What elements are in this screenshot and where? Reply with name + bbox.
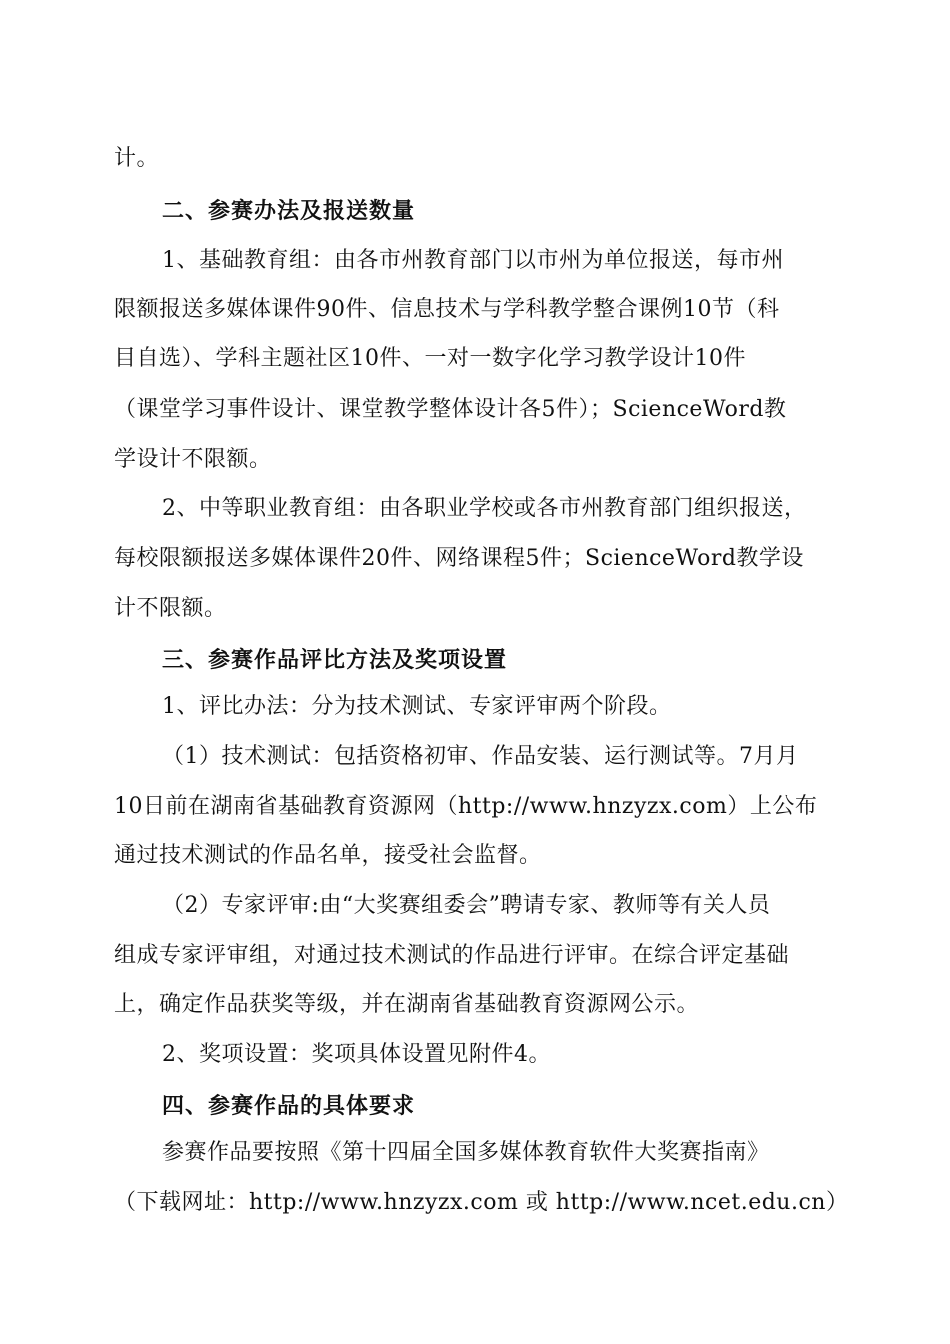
paragraph-line: 2、中等职业教育组：由各职业学校或各市州教育部门组织报送，: [162, 496, 807, 521]
paragraph-line: 10日前在湖南省基础教育资源网（http://www.hnzyzx.com）上公布: [114, 794, 818, 819]
section-heading-3: 三、参赛作品评比方法及奖项设置: [162, 648, 508, 673]
paragraph-line: 限额报送多媒体课件90件、信息技术与学科教学整合课例10节（科: [114, 297, 780, 322]
paragraph-line: 通过技术测试的作品名单，接受社会监督。: [114, 843, 542, 868]
paragraph-line: 上，确定作品获奖等级，并在湖南省基础教育资源网公示。: [114, 992, 700, 1017]
paragraph-line: （课堂学习事件设计、课堂教学整体设计各5件）；ScienceWord教: [114, 397, 787, 422]
paragraph-line: 参赛作品要按照《第十四届全国多媒体教育软件大奖赛指南》: [162, 1140, 770, 1165]
paragraph-line: 每校限额报送多媒体课件20件、网络课程5件；ScienceWord教学设: [114, 546, 804, 571]
paragraph-line: 学设计不限额。: [114, 447, 272, 472]
paragraph-line: 计不限额。: [114, 596, 227, 621]
paragraph-line: （1）技术测试：包括资格初审、作品安装、运行测试等。7月月: [162, 744, 799, 769]
paragraph-line: 组成专家评审组，对通过技术测试的作品进行评审。在综合评定基础: [114, 943, 790, 968]
paragraph-line: 1、评比办法：分为技术测试、专家评审两个阶段。: [162, 694, 672, 719]
section-heading-2: 二、参赛办法及报送数量: [162, 199, 416, 224]
paragraph-continuation: 计。: [114, 146, 160, 171]
paragraph-line: 目自选）、学科主题社区10件、一对一数字化学习教学设计10件: [114, 346, 746, 371]
paragraph-line: 1、基础教育组：由各市州教育部门以市州为单位报送，每市州: [162, 248, 784, 273]
section-heading-4: 四、参赛作品的具体要求: [162, 1094, 416, 1119]
paragraph-line: 2、奖项设置：奖项具体设置见附件4。: [162, 1042, 551, 1067]
paragraph-line: （2）专家评审:由“大奖赛组委会”聘请专家、教师等有关人员: [162, 893, 771, 918]
paragraph-line: （下载网址：http://www.hnzyzx.com 或 http://www.ncet.edu.cn）: [114, 1190, 849, 1215]
